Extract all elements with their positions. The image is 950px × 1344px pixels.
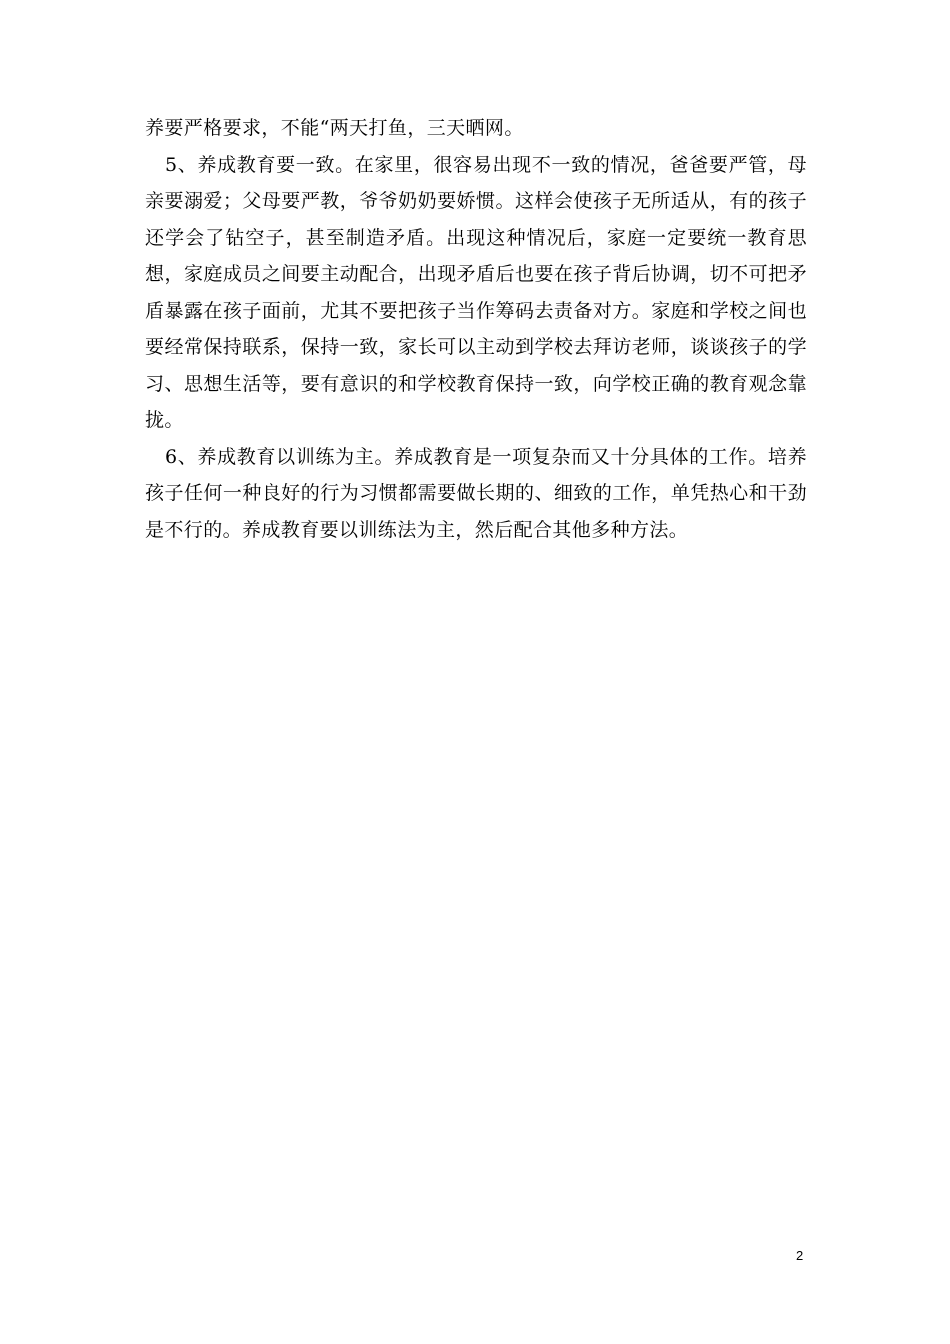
- paragraph-item-5: 5、养成教育要一致。在家里，很容易出现不一致的情况，爸爸要严管，母亲要溺爱；父母要严教，爷爷奶奶要娇惯。这样会使孩子无所适从，有的孩子还学会了钻空子，甚至制造矛盾。出现这种情况后，家庭一定要统一教育思想，家庭成员之间要主动配合，出现矛盾后也要在孩子背后协调，切不可把矛盾暴露在孩子面前，尤其不要把孩子当作筹码去责备对方。家庭和学校之间也要经常保持联系，保持一致，家长可以主动到学校去拜访老师，谈谈孩子的学习、思想生活等，要有意识的和学校教育保持一致，向学校正确的教育观念靠拢。: [145, 153, 807, 431]
- paragraph-continuation: 养要严格要求，不能“两天打鱼，三天晒网。: [145, 117, 524, 139]
- paragraph-item-6: 6、养成教育以训练为主。养成教育是一项复杂而又十分具体的工作。培养孩子任何一种良好的行为习惯都需要做长期的、细致的工作，单凭热心和干劲是不行的。养成教育要以训练法为主，然后配合其他多种方法。: [145, 445, 807, 541]
- document-body: [145, 110, 807, 548]
- page-number: 2: [796, 1248, 804, 1263]
